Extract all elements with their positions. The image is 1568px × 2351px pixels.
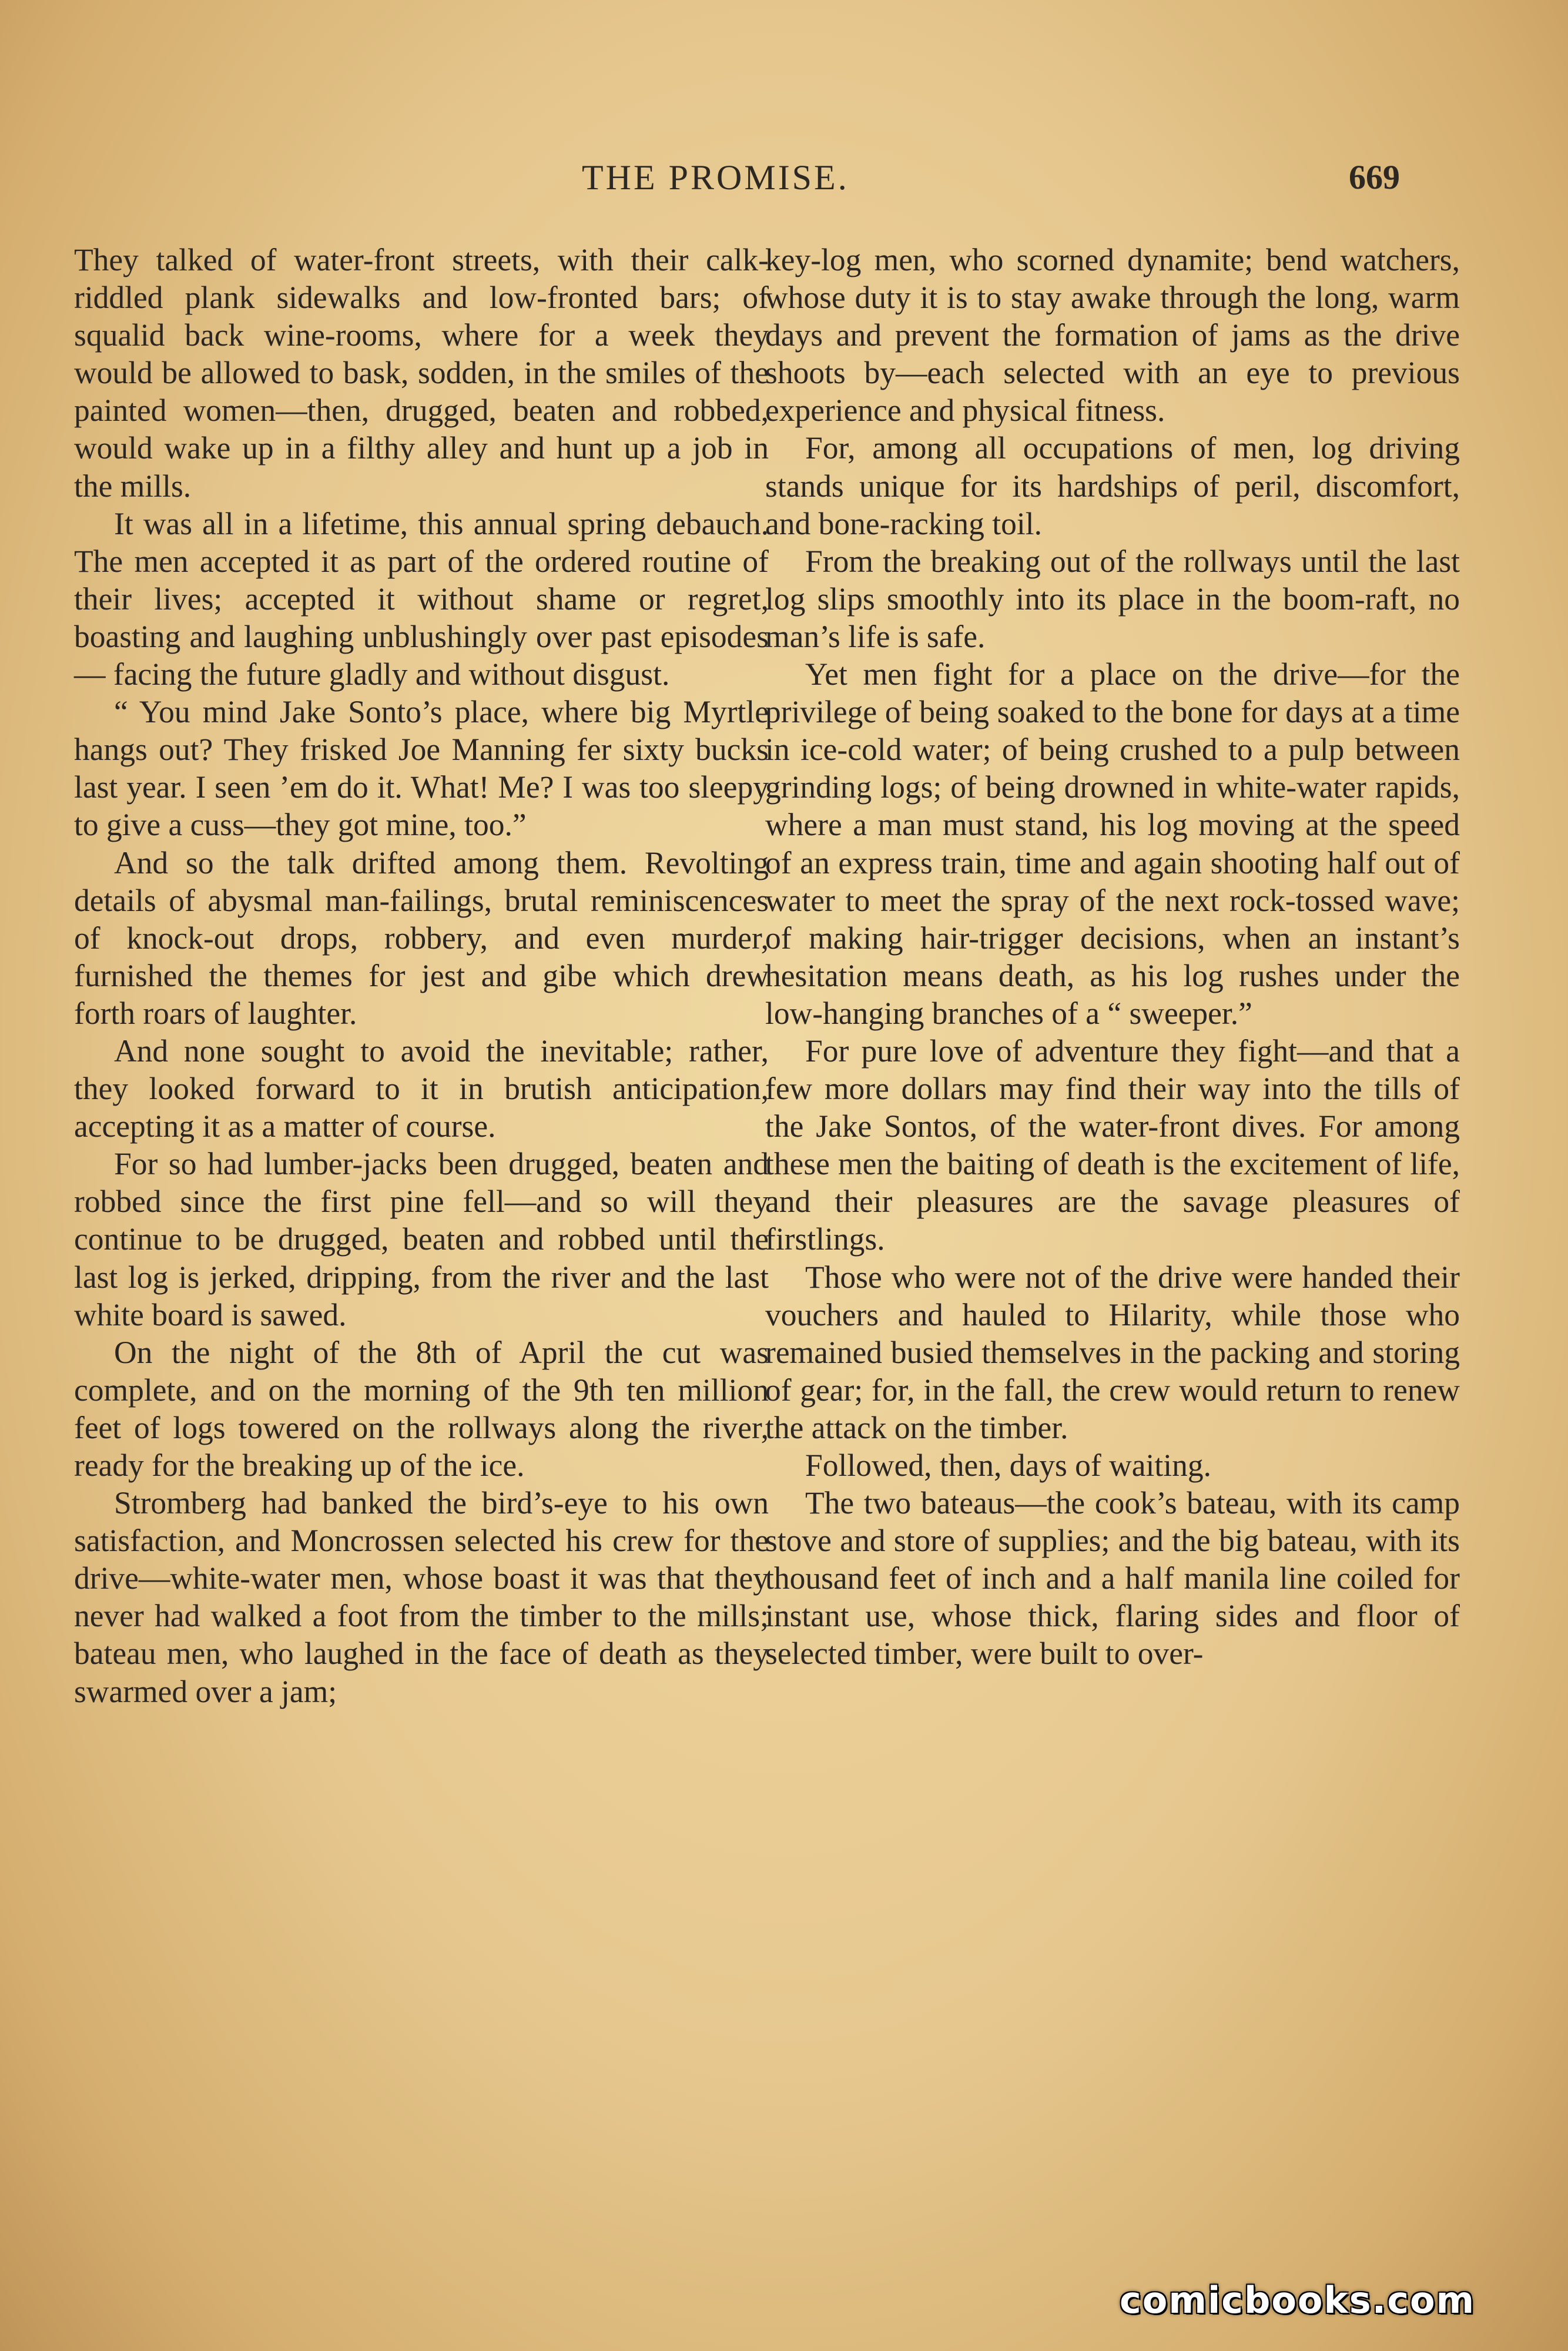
paragraph: The two bateaus—the cook’s bateau, with its camp stove and store of supplies; and the big bateau, with its thousand feet of inch and a half manila line coiled for instant use, whose thick, flaring sides and floor of selected timber, were built to over- [765, 1485, 1460, 1672]
paragraph: They talked of water-front streets, with their calk-riddled plank sidewalks and low-fronted bars; of squalid back wine-rooms, where for a week they would be allowed to bask, sodden, in the smiles of the painted women—then, drugged, beaten and robbed, would wake up in a filthy alley and hunt up a job in the mills. [74, 242, 769, 504]
paragraph: key-log men, who scorned dynamite; bend watchers, whose duty it is to stay awake through the long, warm days and prevent the formation of jams as the drive shoots by—each selected with an eye to previous experience and physical fitness. [765, 242, 1460, 428]
right-text-column [765, 241, 1460, 1673]
paragraph: For so had lumber-jacks been drugged, beaten and robbed since the first pine fell—and so will they continue to be drugged, beaten and robbed until the last log is jerked, dripping, from the river and the last white board is sawed. [74, 1146, 769, 1332]
paragraph: Followed, then, days of waiting. [805, 1448, 1211, 1483]
running-title: THE PROMISE. [582, 158, 849, 197]
paragraph: And so the talk drifted among them. Revolting details of abysmal man-failings, brutal reminiscences of knock-out drops, robbery, and even murder, furnished the themes for jest and gibe which drew forth roars of laughter. [74, 845, 769, 1031]
paragraph: It was all in a lifetime, this annual spring debauch. The men accepted it as part of the ordered routine of their lives; accepted it without shame or regret, boasting and laughing unblushingly over past episodes — facing the future gladly and without disgust. [74, 505, 769, 692]
paragraph: Yet men fight for a place on the drive—for the privilege of being soaked to the bone for days at a time in ice-cold water; of being crushed to a pulp between grinding logs; of being drowned in white-water rapids, where a man must stand, his log moving at the speed of an express train, time and again shooting half out of water to meet the spray of the next rock-tossed wave; of making hair-trigger decisions, when an instant’s hesitation means death, as his log rushes under the low-hanging branches of a “ sweeper.” [765, 657, 1460, 1031]
paragraph: On the night of the 8th of April the cut was complete, and on the morning of the 9th ten million feet of logs towered on the rollways along the river, ready for the breaking up of the ice. [74, 1334, 769, 1483]
paragraph: For, among all occupations of men, log driving stands unique for its hardships of peril, discomfort, and bone-racking toil. [765, 430, 1460, 541]
paragraph: And none sought to avoid the inevitable; rather, they looked forward to it in brutish anticipation, accepting it as a matter of course. [74, 1033, 769, 1144]
paragraph: “ You mind Jake Sonto’s place, where big Myrtle hangs out? They frisked Joe Manning fer sixty bucks last year. I seen ’em do it. What! Me? I was too sleepy to give a cuss—they got mine, too.” [74, 694, 769, 843]
page-number: 669 [1349, 158, 1400, 196]
paragraph: Those who were not of the drive were handed their vouchers and hauled to Hilarity, while those who remained busied themselves in the packing and storing of gear; for, in the fall, the crew would return to renew the attack on the timber. [765, 1259, 1460, 1445]
left-text-column [74, 241, 769, 1710]
site-watermark: comicbooks.com [1120, 2279, 1476, 2322]
paragraph: For pure love of adventure they fight—and that a few more dollars may find their way into the tills of the Jake Sontos, of the water-front dives. For among these men the baiting of death is the excitement of life, and their pleasures are the savage pleasures of firstlings. [765, 1033, 1460, 1257]
paragraph: From the breaking out of the rollways until the last log slips smoothly into its place in the boom-raft, no man’s life is safe. [765, 543, 1460, 654]
paragraph: Stromberg had banked the bird’s-eye to his own satisfaction, and Moncrossen selected his crew for the drive—white-water men, whose boast it was that they never had walked a foot from the timber to the mills; bateau men, who laughed in the face of death as they swarmed over a jam; [74, 1485, 769, 1709]
